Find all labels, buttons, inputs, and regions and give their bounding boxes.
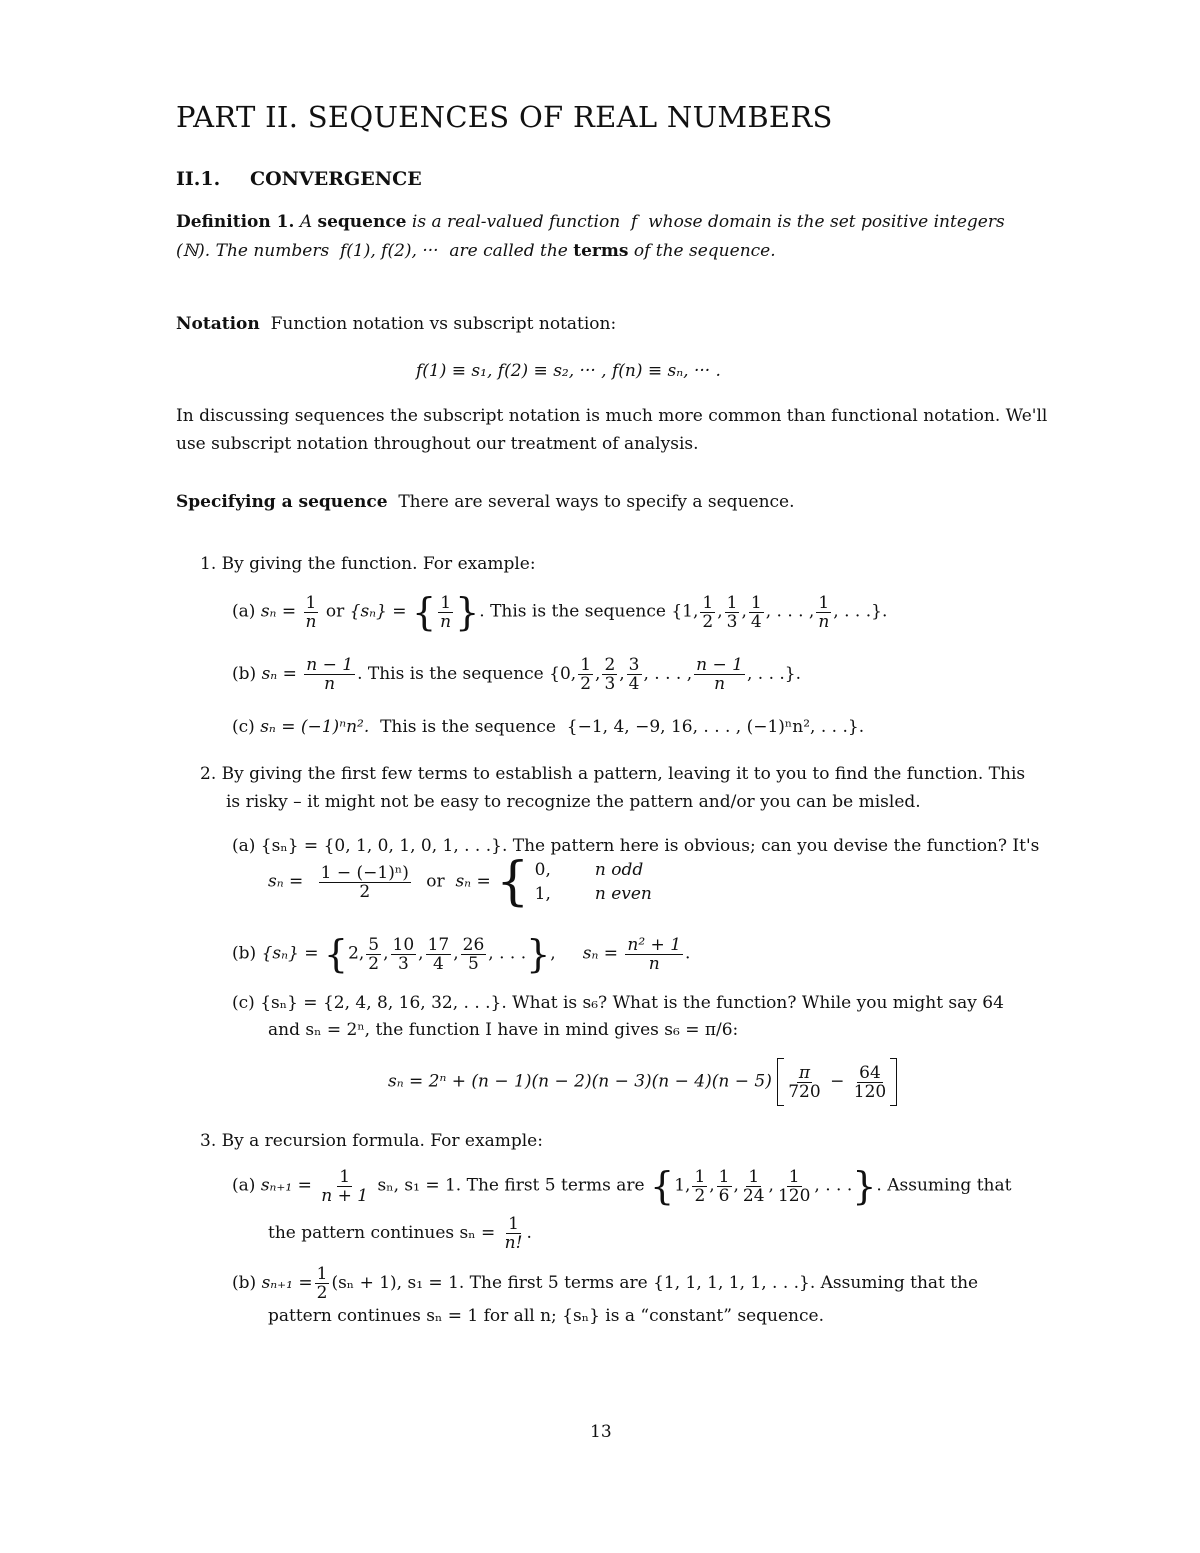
example-1c [232, 717, 864, 737]
section-title: CONVERGENCE [250, 168, 422, 190]
math-text: or [426, 871, 445, 892]
example-3a-line-2: the pattern continues sₙ = $\frac{1}{n!}$ . [268, 1214, 532, 1253]
notation-text: Function notation vs subscript notation: [270, 314, 617, 334]
list-item-1-head: 1. By giving the function. For example: [200, 554, 536, 574]
math-text: sₙ = [582, 943, 618, 964]
cases: 0, n odd 1, n even [534, 860, 652, 904]
list-item-3-head: 3. By a recursion formula. For example: [200, 1131, 543, 1151]
example-2a-line-1: (a) {sₙ} = {0, 1, 0, 1, 0, 1, . . .}. The pattern here is obvious; can you devise the function? It's [232, 836, 1040, 856]
notation-display: f(1) ≡ s₁, f(2) ≡ s₂, ··· , f(n) ≡ sₙ, ··· . [416, 361, 721, 381]
math-text: {1, [671, 601, 699, 622]
section-number: II.1. [176, 168, 221, 190]
math-text: sₙ₊₁ = [260, 1175, 312, 1196]
math-text: sₙ₊₁ = [261, 1273, 313, 1293]
definition-term: sequence [317, 212, 407, 232]
math-text: sₙ, s₁ = 1. The first 5 terms are [377, 1175, 645, 1196]
fraction: $\frac{\text{n² + 1}}{n}$ [627, 934, 682, 974]
math-text: (sₙ + 1), s₁ = 1. The first 5 terms are {1, 1, 1, 1, 1, . . .}. Assuming that the [331, 1273, 979, 1293]
left-brace: { [496, 852, 530, 912]
math-text: sₙ = [260, 601, 297, 622]
paragraph-line: In discussing sequences the subscript notation is much more common than functional notation. We'll [176, 406, 1048, 426]
item-label: (a) [232, 601, 256, 622]
definition-text: of the sequence. [633, 241, 776, 261]
item-label: (c) [232, 717, 255, 737]
page-title: PART II. SEQUENCES OF REAL NUMBERS [176, 100, 833, 134]
item-label: (b) [232, 1273, 257, 1293]
math-text: the pattern continues sₙ = [268, 1223, 496, 1243]
item-label: (b) [232, 664, 257, 684]
left-brace: { [323, 932, 349, 976]
math-text: . This is the sequence [479, 601, 666, 622]
specifying-text: There are several ways to specify a sequence. [398, 492, 795, 512]
example-2b: (b) {sₙ} = {2, $\frac{5}{2}$ , $\frac{10}{3}$ , $\frac{17}{4}$ , $\frac{26}{5}$ , . . .}, sₙ = $\frac{\text{n² + 1}}{n}$ . [232, 932, 691, 976]
right-bracket [890, 1058, 897, 1106]
math-text: {sₙ} = [261, 943, 319, 964]
math-text: {−1, 4, −9, 16, . . . , (−1)ⁿn², . . .}. [566, 717, 865, 737]
fraction: $\frac{1}{n}$ [305, 592, 317, 632]
item-label: (a) [232, 1175, 256, 1196]
math-text: sₙ = 2ⁿ + (n − 1)(n − 2)(n − 3)(n − 4)(n − 5) [388, 1071, 772, 1092]
example-2c-display: sₙ = 2ⁿ + (n − 1)(n − 2)(n − 3)(n − 4)(n − 5) $\frac{\pi}{720}$ − $\frac{64}{120}$ [388, 1058, 897, 1106]
math-text: {sₙ} = [349, 601, 407, 622]
fraction: $\frac{\pi}{720}$ [788, 1062, 821, 1102]
example-2a-formula [268, 852, 652, 912]
math-text: or [325, 601, 345, 622]
page-number: 13 [590, 1422, 612, 1442]
specifying-label: Specifying a sequence [176, 492, 388, 512]
definition-text: A [299, 212, 313, 232]
fraction: $\frac{1}{n + 1}$ [321, 1166, 369, 1206]
example-3b-line-2: pattern continues sₙ = 1 for all n; {sₙ} is a “constant” sequence. [268, 1306, 824, 1326]
definition-term: terms [573, 241, 629, 261]
notation-line [176, 313, 616, 335]
item-label: (b) [232, 943, 257, 964]
definition-text: is a real-valued function [411, 212, 621, 232]
left-bracket [777, 1058, 784, 1106]
example-3a: (a) sₙ₊₁ = $\frac{1}{n + 1}$ sₙ, s₁ = 1. The first 5 terms are {1, $\frac{1}{2}$ , $\frac{1}{6}$ , $\frac{1}{24}$ , $\frac{1}{120}$ , . . .}. Assuming that [232, 1164, 1012, 1208]
definition-text: whose domain is the set positive integers [648, 212, 1005, 232]
fraction: $\frac{n - 1}{n}$ [306, 655, 354, 694]
fraction: $\frac{\text{1 − (−1)ⁿ)}}{2}$ [320, 862, 409, 902]
example-2c-line-1: (c) {sₙ} = {2, 4, 8, 16, 32, . . .}. What is s₆? What is the function? While you might say 64 [232, 993, 1004, 1013]
definition-line-1 [176, 211, 1005, 233]
example-2c-line-2: and sₙ = 2ⁿ, the function I have in mind gives s₆ = π/6: [268, 1020, 739, 1040]
example-1a: (a) sₙ = $\frac{1}{n}$ or {sₙ} = { $\frac{1}{n}$ }. This is the sequence {1, $\frac{1}{2}$ , $\frac{1}{3}$ , $\frac{1}{4}$ , . . . , $\frac{1}{n}$ , . . .}. [232, 590, 888, 634]
right-brace: } [852, 1164, 877, 1208]
paragraph-line: use subscript notation throughout our treatment of analysis. [176, 434, 699, 454]
definition-symbol: f [630, 212, 638, 232]
definition-text: are called the [449, 241, 568, 261]
example-1b: (b) sₙ = $\frac{n - 1}{n}$ . This is the sequence {0, $\frac{1}{2}$ , $\frac{2}{3}$ , $\frac{3}{4}$ , . . . , $\frac{n - 1}{n}$ , . . .}. [232, 655, 802, 694]
specifying-line [176, 491, 795, 513]
math-text: sₙ = (−1)ⁿn². [260, 717, 370, 737]
math-text: sₙ = [455, 871, 491, 892]
definition-math: f(1), f(2), ··· [340, 241, 439, 261]
definition-label: Definition 1. [176, 212, 295, 232]
right-brace: } [455, 590, 480, 634]
list-item-2-head: is risky – it might not be easy to recognize the pattern and/or you can be misled. [226, 792, 921, 812]
math-text: This is the sequence [380, 717, 556, 737]
definition-line-2 [176, 240, 776, 262]
right-brace: } [526, 932, 551, 976]
example-3b [232, 1265, 978, 1302]
left-brace: { [650, 1164, 675, 1208]
fraction: $\frac{1}{n}$ [440, 592, 452, 632]
math-text: sₙ = [268, 871, 304, 892]
fraction: $\frac{1}{2}$ [316, 1264, 328, 1303]
notation-label: Notation [176, 314, 260, 334]
list-item-2-head: 2. By giving the first few terms to establish a pattern, leaving it to you to find the function. This [200, 764, 1026, 784]
fraction: $\frac{64}{120}$ [853, 1062, 887, 1102]
definition-text: (ℕ). The numbers [176, 241, 330, 261]
math-text: sₙ = [261, 664, 297, 684]
fraction: $\frac{1}{n!}$ [504, 1214, 523, 1253]
left-brace: { [411, 590, 437, 634]
